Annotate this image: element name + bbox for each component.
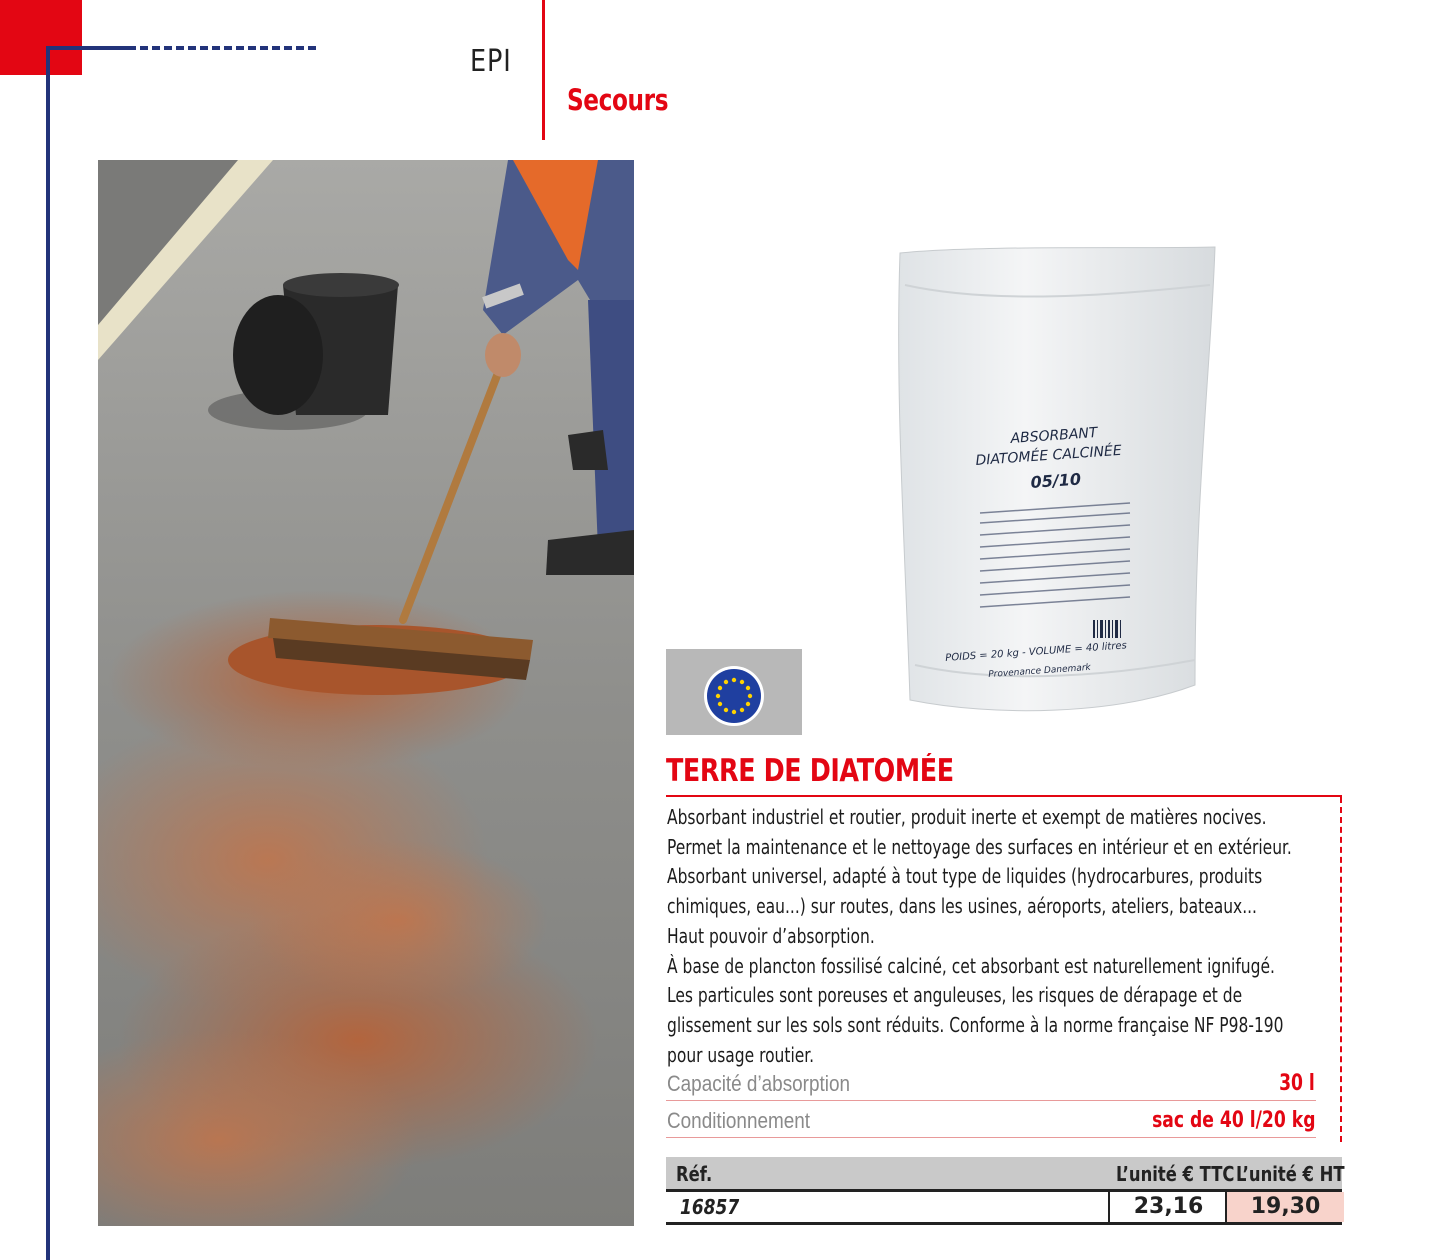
spec-label-absorption: Capacité d’absorption	[667, 1071, 851, 1096]
spec-value-packaging: sac de 40 l/20 kg	[1151, 1108, 1315, 1133]
product-title: TERRE DE DIATOMÉE	[666, 753, 954, 789]
spec-label-packaging: Conditionnement	[667, 1108, 811, 1133]
description-paragraph-2: À base de plancton fossilisé calciné, cet absorbant est naturellement ignifugé. Les particules sont poreuses et anguleuses, les risques de dérapage et de glissement sur les sols sont réduits. Conforme à la norme française NF P98-190 pour usage routier.	[667, 953, 1284, 1067]
frame-line-horizontal	[46, 46, 136, 50]
table-rule	[666, 1222, 1342, 1225]
price-table	[666, 1157, 1345, 1225]
usage-photo	[98, 160, 634, 1226]
price-ttc-cell	[1108, 1192, 1227, 1222]
price-ht: 19,30	[1250, 1194, 1321, 1219]
bag-label-line1: ABSORBANT	[1010, 424, 1098, 447]
section-label: EPI	[470, 44, 512, 79]
header-ref: Réf.	[676, 1162, 713, 1186]
corner-accent	[0, 0, 82, 75]
bag-label-line2: DIATOMÉE CALCINÉE	[975, 442, 1123, 469]
ref-cell: 16857	[680, 1195, 740, 1219]
bag-origin-line: Provenance Danemark	[988, 662, 1092, 680]
price-ht-cell	[1225, 1192, 1344, 1222]
frame-line-vertical	[46, 46, 50, 1260]
header-divider	[542, 0, 545, 140]
eu-flag-icon	[666, 649, 802, 735]
bag-weight-line: POIDS = 20 kg - VOLUME = 40 litres	[945, 640, 1128, 664]
title-rule	[666, 795, 1342, 797]
category-label: Secours	[567, 83, 669, 117]
spec-value-absorption: 30 l	[1279, 1071, 1315, 1096]
bag-label-line3: 05/10	[1030, 469, 1082, 492]
description-paragraph-1: Absorbant industriel et routier, produit inerte et exempt de matières nocives. Permet la maintenance et le nettoyage des surfaces en intérieur et en extérieur. Absorbant universel, adapté à tout type de liquides (hydrocarbures, produits chimiques, eau...) sur routes, dans les usines, aéroports, ateliers, bateaux... Haut pouvoir d’absorption.	[667, 805, 1292, 948]
product-description	[667, 803, 1297, 1070]
product-bag-image	[895, 245, 1220, 715]
price-ttc: 23,16	[1133, 1194, 1204, 1219]
header-ht: L’unité € HT	[1236, 1162, 1345, 1186]
side-dashes	[1340, 797, 1342, 1142]
eu-origin-badge	[666, 649, 802, 735]
frame-dashes	[140, 46, 316, 50]
spec-rule	[666, 1137, 1316, 1138]
spec-rule	[666, 1100, 1316, 1101]
header-ttc: L’unité € TTC	[1116, 1162, 1235, 1186]
